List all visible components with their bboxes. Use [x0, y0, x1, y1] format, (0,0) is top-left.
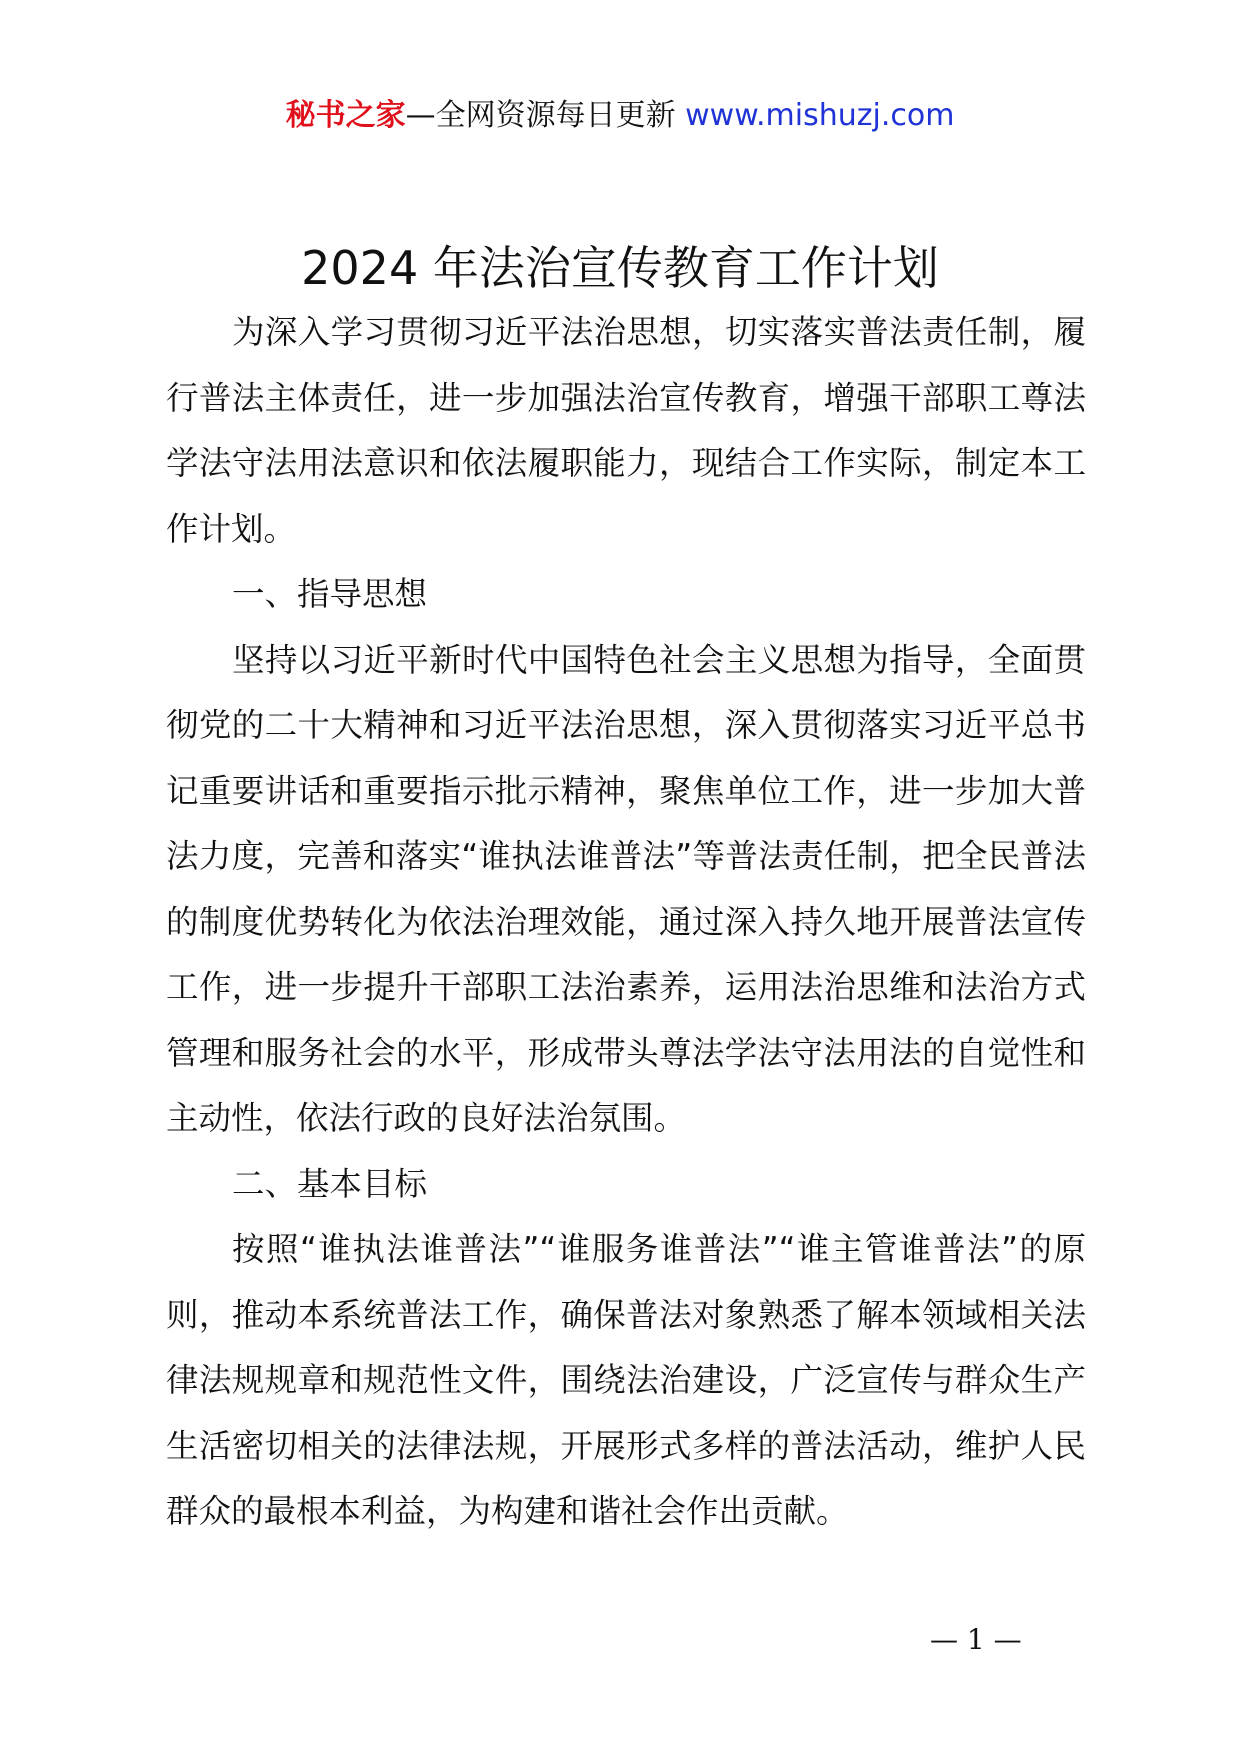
section-heading-basic-goals: 二、基本目标	[232, 1164, 428, 1203]
basic-goals-paragraph: 按照“谁执法谁普法”“谁服务谁普法”“谁主管谁普法”的原则，推动本系统普法工作，确保普法对象熟悉了解本领域相关法律法规规章和规范性文件，围绕法治建设，广泛宣传与群众生产生活密切相关的法律法规，开展形式多样的普法活动，维护人民群众的最根本利益，为构建和谐社会作出贡献。	[166, 1230, 1086, 1530]
document-body	[166, 300, 1086, 1545]
brand-name: 秘书之家	[285, 98, 406, 133]
page-number: — 1 —	[930, 1623, 1022, 1656]
site-url-link[interactable]: www.mishuzj.com	[685, 98, 955, 133]
site-banner	[0, 96, 1240, 136]
guiding-ideology-paragraph: 坚持以习近平新时代中国特色社会主义思想为指导，全面贯彻党的二十大精神和习近平法治思想，深入贯彻落实习近平总书记重要讲话和重要指示批示精神，聚焦单位工作，进一步加大普法力度，完善和落实“谁执法谁普法”等普法责任制，把全民普法的制度优势转化为依法治理效能，通过深入持久地开展普法宣传工作，进一步提升干部职工法治素养，运用法治思维和法治方式管理和服务社会的水平，形成带头尊法学法守法用法的自觉性和主动性，依法行政的良好法治氛围。	[166, 640, 1086, 1137]
section-heading-guiding-ideology: 一、指导思想	[232, 575, 428, 613]
intro-paragraph: 为深入学习贯彻习近平法治思想，切实落实普法责任制，履行普法主体责任，进一步加强法治宣传教育，增强干部职工尊法学法守法用法意识和依法履职能力，现结合工作实际，制定本工作计划。	[166, 313, 1086, 548]
document-title: 2024 年法治宣传教育工作计划	[301, 241, 939, 295]
banner-slogan: —全网资源每日更新	[405, 98, 676, 133]
